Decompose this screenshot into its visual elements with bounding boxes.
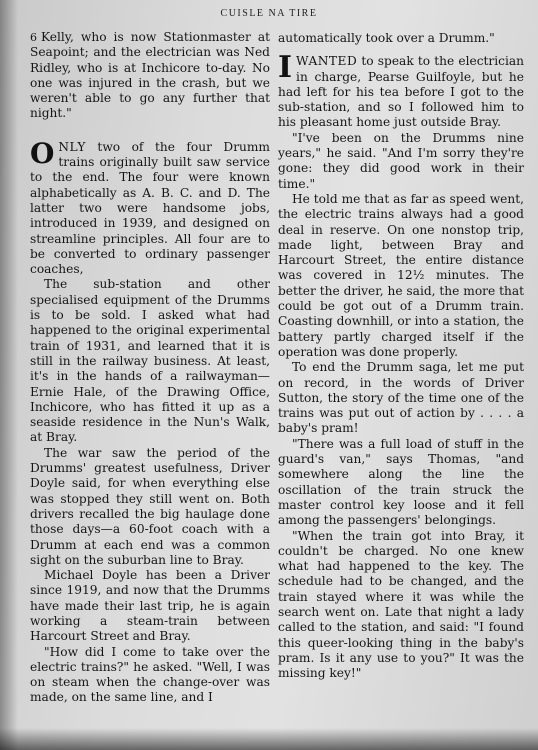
right-paragraph-6: "There was a full load of stuff in the guard's van," says Thomas, "and somewhere along the line the oscillation of the train struck the master control key loose and it fell among the passengers' belongings. [278,436,524,528]
right-column [278,31,524,681]
page-bottom-shadow [0,728,538,750]
right-paragraph-7: "When the train got into Bray, it couldn't be charged. No one knew what had happened to the key. The schedule had to be changed, and the train stayed where it was while the search went on. Late that night a lady called to the station, and said: "I found this queer-looking thing in the baby's pram. Is it any use to you?" It was the missing key!" [278,528,524,681]
right-paragraph-4: He told me that as far as speed went, the electric trains always had a good deal in reserve. On one nonstop trip, made light, between Bray and Harcourt Street, the entire distance was covered in 12½ minutes. The better the driver, he said, the more that could be got out of a Drumm train. Coasting downhill, or into a station, the battery partly charged itself if the operation was done properly. [278,191,524,359]
right-paragraph-3: "I've been on the Drumms nine years," he said. "And I'm sorry they're gone: they did good work in their time." [278,130,524,191]
right-paragraph-2: IWANTED to speak to the electrician in charge, Pearse Guilfoyle, but he had left for his tea before I got to the sub-station, and so I followed him to his pleasant home just outside Bray. [278,50,524,130]
left-paragraph-4: The war saw the period of the Drumms' greatest usefulness, Driver Doyle said, for when everything else was stopped they still went on. Both drivers recalled the big haulage done those days—a 60-foot coach with a Drumm at each end was a common sight on the suburban line to Bray. [30,445,270,567]
left-column [30,30,270,706]
left-paragraph-6: "How did I come to take over the electric trains?" he asked. "Well, I was on steam when the change-over was made, on the same line, and I [30,644,270,705]
drop-cap-i: I [278,50,293,86]
left-paragraph-3: The sub-station and other specialised equipment of the Drumms is to be sold. I asked what had happened to the original experimental train of 1931, and learned that it is still in the railway business. At least, it's in the hands of a railwayman—Ernie Hale, of the Drawing Office, Inchicore, who has fitted it up as a seaside residence in the Nun's Walk, at Bray. [30,277,270,445]
running-head: CUISLE NA TIRE [220,8,318,19]
drop-cap-o: O [30,136,55,170]
right-paragraph-1: automatically took over a Drumm." [278,31,495,45]
left-paragraph-5: Michael Doyle has been a Driver since 1919, and now that the Drumms have made their last trip, he is again working a steam-train between Harcourt Street and Bray. [30,568,270,644]
page-number: 6 [30,31,37,44]
page-edge-shadow [0,0,18,750]
right-paragraph-5: To end the Drumm saga, let me put on record, in the words of Driver Sutton, the story of the time one of the trains was put out of action by . . . . a baby's pram! [278,360,524,436]
left-paragraph-1: 6 Kelly, who is now Stationmaster at Seapoint; and the electrician was Ned Ridley, who is at Inchicore to-day. No one was injured in the crash, but we weren't able to go any further that night." [30,30,270,121]
left-paragraph-2: ONLY two of the four Drumm trains originally built saw service to the end. The four were known alphabetically as A. B. C. and D. The latter two were handsome jobs, introduced in 1939, and designed on streamline principles. All four are to be converted to ordinary passenger coaches, [30,136,270,277]
